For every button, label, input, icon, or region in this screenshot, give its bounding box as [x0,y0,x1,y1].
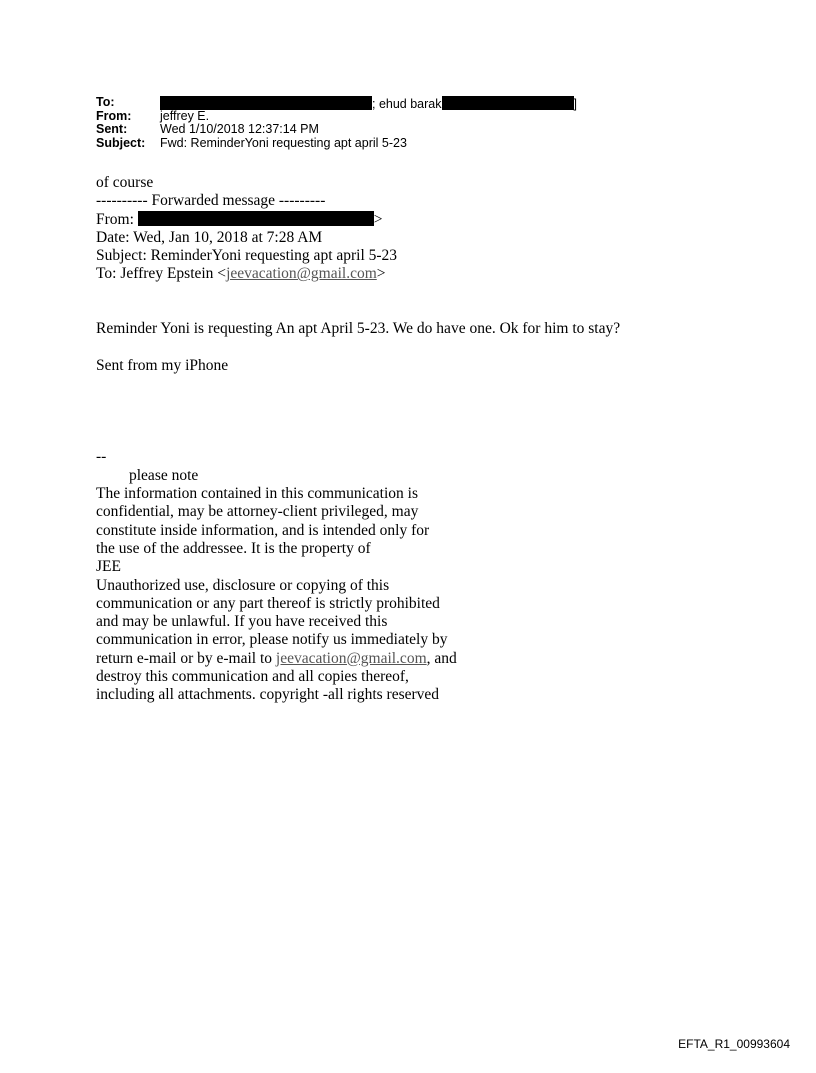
email-body [96,174,620,705]
forwarded-subject: Subject: ReminderYoni requesting apt april 5-23 [96,247,398,265]
disclaimer-line: communication or any part thereof is strictly prohibited [96,594,440,612]
opening-line: of course [96,174,154,191]
disclaimer-line: the use of the addressee. It is the property of [96,539,371,557]
email-link[interactable]: jeevacation@gmail.com [226,265,377,283]
disclaimer-return-line: return e-mail or by e-mail to jeevacation@gmail.com, and [96,649,457,667]
disclaimer-line: confidential, may be attorney-client privileged, may [96,503,419,521]
redaction-block [160,96,372,110]
disclaimer-dashes: -- [96,448,107,466]
message-text: Reminder Yoni is requesting An apt April 5-23. We do have one. Ok for him to stay? [96,320,621,338]
forwarded-to: To: Jeffrey Epstein <jeevacation@gmail.com> [96,265,386,283]
disclaimer-line: and may be unlawful. If you have received this [96,613,388,631]
from-label: From: [96,108,132,123]
disclaimer-line: communication in error, please notify us immediately by [96,631,448,649]
disclaimer-line: destroy this communication and all copies thereof, [96,668,409,686]
disclaimer-title: please note [129,466,199,484]
disclaimer-line: JEE [96,558,121,576]
to-label: To: [96,95,115,109]
from-value: jeffrey E. [160,108,210,123]
to-recipient-name: ; ehud barak [372,97,442,111]
email-link[interactable]: jeevacation@gmail.com [275,649,427,667]
disclaimer-line: including all attachments. copyright -all rights reserved [96,686,440,704]
forwarded-date: Date: Wed, Jan 10, 2018 at 7:28 AM [96,228,323,246]
to-close-bracket: ] [573,97,577,111]
disclaimer-line: constitute inside information, and is intended only for [96,521,430,539]
disclaimer-line: The information contained in this communication is [96,485,418,503]
document-id: EFTA_R1_00993604 [678,1037,790,1051]
forwarded-from: From: > [96,210,383,228]
signature-text: Sent from my iPhone [96,356,229,374]
redaction-block [442,96,574,110]
subject-label: Subject: [96,135,146,150]
sent-label: Sent: [96,122,128,136]
subject-value: Fwd: ReminderYoni requesting apt april 5-23 [160,135,407,150]
disclaimer-line: Unauthorized use, disclosure or copying of this [96,576,390,594]
sent-value: Wed 1/10/2018 12:37:14 PM [160,122,319,136]
redaction-block [138,211,374,226]
forwarded-marker: ---------- Forwarded message --------- [96,192,326,210]
